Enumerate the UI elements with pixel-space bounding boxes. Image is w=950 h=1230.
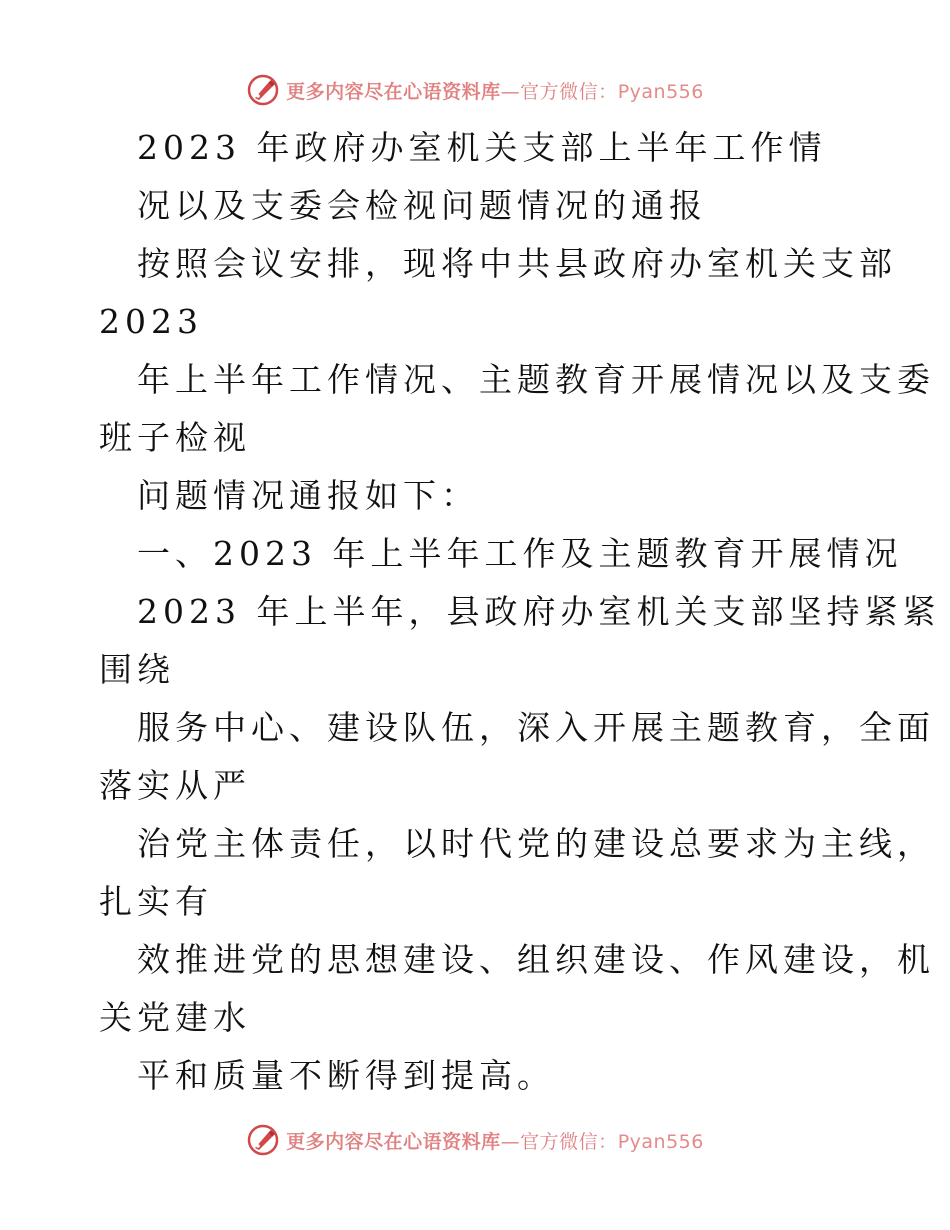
paragraph-line: 按照会议安排，现将中共县政府办室机关支部 bbox=[137, 244, 897, 283]
paragraph-line: 平和质量不断得到提高。 bbox=[137, 1056, 555, 1095]
paragraph-line: 围绕 bbox=[99, 650, 175, 689]
watermark-contact-label: 官方微信： bbox=[520, 80, 618, 103]
watermark-contact-id: Pyan556 bbox=[617, 1130, 704, 1153]
fountain-pen-logo-icon bbox=[246, 73, 280, 107]
header-watermark bbox=[0, 70, 950, 110]
paragraph-line: 问题情况通报如下： bbox=[137, 476, 479, 515]
watermark-text bbox=[286, 1127, 704, 1154]
paragraph-line: 落实从严 bbox=[99, 766, 251, 805]
paragraph-line: 扎实有 bbox=[99, 882, 213, 921]
watermark-separator: — bbox=[500, 1130, 521, 1153]
paragraph-line: 年上半年工作情况、主题教育开展情况以及支委 bbox=[137, 360, 935, 399]
watermark-contact-id: Pyan556 bbox=[617, 80, 704, 103]
paragraph-line: 关党建水 bbox=[99, 998, 251, 1037]
watermark-text bbox=[286, 77, 704, 104]
watermark-main-text: 更多内容尽在心语资料库 bbox=[286, 80, 501, 103]
paragraph-line: 治党主体责任，以时代党的建设总要求为主线， bbox=[137, 824, 935, 863]
paragraph-line: 服务中心、建设队伍，深入开展主题教育，全面 bbox=[137, 708, 935, 747]
footer-watermark bbox=[0, 1120, 950, 1160]
watermark-contact-label: 官方微信： bbox=[520, 1130, 618, 1153]
title-line-1: 2023 年政府办室机关支部上半年工作情 bbox=[137, 128, 827, 167]
section-heading: 一、2023 年上半年工作及主题教育开展情况 bbox=[137, 534, 903, 573]
paragraph-line: 班子检视 bbox=[99, 418, 251, 457]
paragraph-line: 2023 bbox=[99, 302, 203, 341]
watermark-main-text: 更多内容尽在心语资料库 bbox=[286, 1130, 501, 1153]
title-line-2: 况以及支委会检视问题情况的通报 bbox=[137, 186, 707, 225]
fountain-pen-logo-icon bbox=[246, 1123, 280, 1157]
paragraph-line: 效推进党的思想建设、组织建设、作风建设，机 bbox=[137, 940, 935, 979]
watermark-separator: — bbox=[500, 80, 521, 103]
paragraph-line: 2023 年上半年，县政府办室机关支部坚持紧紧 bbox=[137, 592, 941, 631]
